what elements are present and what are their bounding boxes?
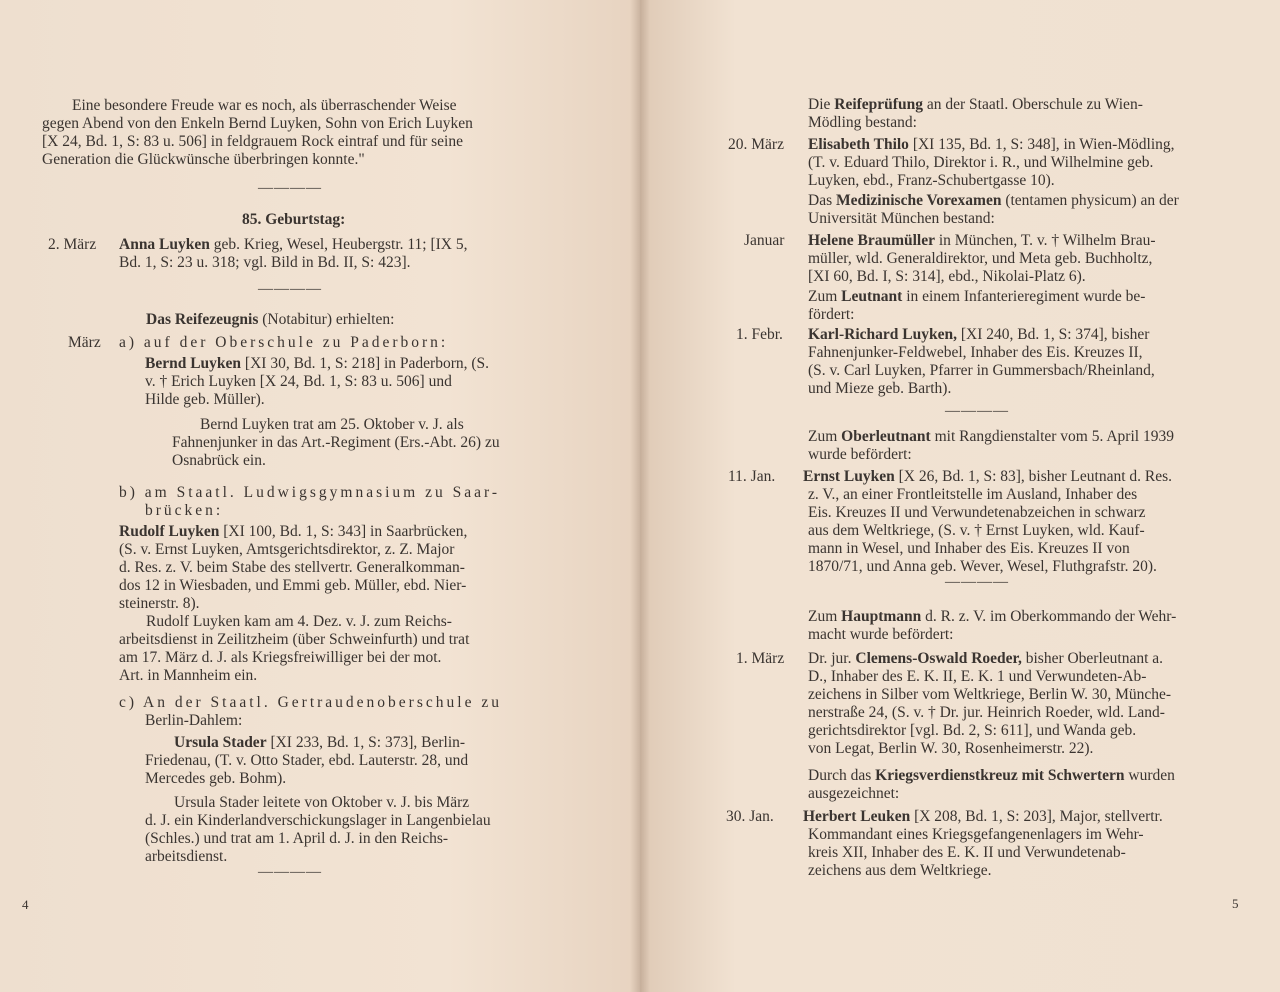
ernst-line: z. V., an einer Frontleitstelle im Ausland, Inhaber des [808, 486, 1138, 503]
leuken-name: Herbert Leuken [803, 808, 911, 825]
a-line: v. † Erich Luyken [X 24, Bd. 1, S: 83 u. 506] und [145, 373, 452, 390]
reife-heading [146, 311, 394, 329]
haupt-bold: Hauptmann [841, 608, 922, 625]
c-details: [XI 233, Bd. 1, S: 373], Berlin- [270, 734, 466, 751]
karl-line: (S. v. Carl Luyken, Pfarrer in Gummersbach/Rheinland, [808, 362, 1155, 379]
entry-a [145, 355, 489, 373]
leut-bold: Leutnant [841, 288, 903, 305]
leuken-line: zeichens aus dem Weltkriege. [808, 862, 992, 879]
b-line: d. Res. z. V. beim Stabe des stellvertr. Generalkomman- [119, 559, 465, 576]
haupt-line: macht wurde befördert: [808, 626, 954, 643]
b-note: Rudolf Luyken kam am 4. Dez. v. J. zum Reichs- [146, 613, 452, 630]
thilo-entry [808, 136, 1175, 154]
braum-line: müller, wld. Generaldirektor, und Meta geb. Buchholtz, [808, 250, 1153, 267]
birthday-entry [119, 236, 468, 254]
roeder-pre: Dr. jur. [808, 650, 852, 667]
roeder-line: zeichens in Silber vom Weltkriege, Berlin W. 30, Münche- [808, 686, 1172, 703]
leuken-entry [803, 808, 1163, 826]
b-line: steinerstr. 8). [119, 595, 200, 612]
birthday-heading: 85. Geburtstag: [242, 211, 346, 228]
wien-line: Mödling bestand: [808, 114, 917, 131]
c-line: Mercedes geb. Bohm). [145, 770, 287, 787]
karl-date: 1. Febr. [736, 326, 783, 343]
ernst-details: [X 26, Bd. 1, S: 83], bisher Leutnant d. Res. [898, 468, 1173, 485]
b-name: Rudolf Luyken [119, 523, 220, 540]
haupt-pre: Zum [808, 608, 838, 625]
leuken-details: [X 208, Bd. 1, S: 203], Major, stellvertr. [914, 808, 1163, 825]
ernst-entry [803, 468, 1172, 486]
reife-heading-bold: Das Reifezeugnis [146, 311, 259, 328]
braum-name: Helene Braumüller [808, 232, 935, 249]
a-note: Bernd Luyken trat am 25. Oktober v. J. als [200, 416, 464, 433]
a-details: [XI 30, Bd. 1, S: 218] in Paderborn, (S. [244, 355, 490, 372]
c-name: Ursula Stader [174, 734, 267, 751]
a-note: Fahnenjunker in das Art.-Regiment (Ers.-Abt. 26) zu [172, 434, 500, 451]
braum-entry [808, 232, 1156, 250]
leut-heading [808, 288, 1145, 306]
separator: ———— [258, 180, 322, 196]
c-note: d. J. ein Kinderlandverschickungslager in Langenbielau [145, 812, 491, 829]
c-line: Friedenau, (T. v. Otto Stader, ebd. Lauterstr. 28, und [145, 752, 469, 769]
haupt-heading [808, 608, 1176, 626]
birthday-name: Anna Luyken [119, 236, 210, 253]
ober-bold: Oberleutnant [841, 428, 931, 445]
separator: ———— [258, 864, 322, 880]
separator: ———— [945, 574, 1009, 590]
c-note: (Schles.) und trat am 1. April d. J. in den Reichs- [145, 830, 449, 847]
separator: ———— [258, 281, 322, 297]
section-b-label: brücken: [145, 502, 224, 519]
braum-details: in München, T. v. † Wilhelm Brau- [938, 232, 1156, 249]
intro-line: [X 24, Bd. 1, S: 83 u. 506] in feldgrauem Rock eintraf und für seine [42, 133, 463, 150]
birthday-line: Bd. 1, S: 23 u. 318; vgl. Bild in Bd. II, S: 423]. [119, 254, 411, 271]
wien-pre: Die [808, 96, 831, 113]
wien-bold: Reifeprüfung [834, 96, 923, 113]
ober-rest: mit Rangdienstalter vom 5. April 1939 [934, 428, 1174, 445]
kvk-line: ausgezeichnet: [808, 785, 900, 802]
roeder-line: D., Inhaber des E. K. II, E. K. 1 und Verwundeten-Ab- [808, 668, 1147, 685]
karl-line: und Mieze geb. Barth). [808, 380, 952, 397]
karl-entry [808, 326, 1149, 344]
a-note: Osnabrück ein. [172, 452, 266, 469]
reife-date: März [68, 334, 101, 351]
thilo-date: 20. März [728, 136, 784, 153]
haupt-rest: d. R. z. V. im Oberkommando der Wehr- [925, 608, 1177, 625]
section-c-label: c) An der Staatl. Gertraudenoberschule zu [119, 694, 502, 711]
b-note: am 17. März d. J. als Kriegsfreiwilliger bei der mot. [119, 649, 442, 666]
karl-details: [XI 240, Bd. 1, S: 374], bisher [960, 326, 1150, 343]
reife-heading-rest: (Notabitur) erhielten: [262, 311, 395, 328]
b-note: arbeitsdienst in Zeilitzheim (über Schweinfurth) und trat [119, 631, 470, 648]
ober-heading [808, 428, 1174, 446]
med-line: Universität München bestand: [808, 210, 995, 227]
ernst-line: 1870/71, und Anna geb. Wever, Wesel, Fluthgrafstr. 20). [808, 558, 1157, 575]
leut-rest: in einem Infanterieregiment wurde be- [906, 288, 1146, 305]
ernst-line: mann in Wesel, und Inhaber des Eis. Kreuzes II von [808, 540, 1130, 557]
intro-line: Eine besondere Freude war es noch, als überraschender Weise [72, 97, 457, 114]
birthday-date: 2. März [48, 236, 97, 253]
leuken-line: Kommandant eines Kriegsgefangenenlagers im Wehr- [808, 826, 1144, 843]
ernst-date: 11. Jan. [728, 468, 776, 485]
leuken-date: 30. Jan. [726, 808, 774, 825]
c-note: Ursula Stader leitete von Oktober v. J. bis März [174, 794, 470, 811]
roeder-line: gerichtsdirektor [vgl. Bd. 2, S: 611], und Wanda geb. [808, 722, 1137, 739]
kvk-rest: wurden [1128, 767, 1175, 784]
b-details: [XI 100, Bd. 1, S: 343] in Saarbrücken, [223, 523, 468, 540]
med-heading [808, 192, 1179, 210]
leut-line: fördert: [808, 306, 855, 323]
section-b-label: b) am Staatl. Ludwigsgymnasium zu Saar- [119, 484, 500, 501]
b-line: (S. v. Ernst Luyken, Amtsgerichtsdirektor, z. Z. Major [119, 541, 455, 558]
braum-line: [XI 60, Bd. I, S: 314], ebd., Nikolai-Platz 6). [808, 268, 1086, 285]
right-page [640, 0, 1280, 992]
roeder-details: bisher Oberleutnant a. [1025, 650, 1164, 667]
med-rest: (tentamen physicum) an der [1005, 192, 1179, 209]
braum-date: Januar [744, 232, 785, 249]
section-a-label: a) auf der Oberschule zu Paderborn: [119, 334, 449, 351]
ober-pre: Zum [808, 428, 838, 445]
wien-heading [808, 96, 1143, 114]
leut-pre: Zum [808, 288, 838, 305]
b-line: dos 12 in Wiesbaden, und Emmi geb. Müller, ebd. Nier- [119, 577, 467, 594]
roeder-name: Clemens-Oswald Roeder, [855, 650, 1022, 667]
section-c-label: Berlin-Dahlem: [145, 712, 243, 729]
kvk-heading [808, 767, 1175, 785]
karl-name: Karl-Richard Luyken, [808, 326, 957, 343]
entry-b [119, 523, 467, 541]
ernst-line: Eis. Kreuzes II und Verwundetenabzeichen in schwarz [808, 504, 1146, 521]
separator: ———— [945, 403, 1009, 419]
intro-line: Generation die Glückwünsche überbringen konnte." [42, 151, 365, 168]
ober-line: wurde befördert: [808, 446, 912, 463]
thilo-line: (T. v. Eduard Thilo, Direktor i. R., und Wilhelmine geb. [808, 154, 1154, 171]
ernst-line: aus dem Weltkriege, (S. v. † Ernst Luyken, wld. Kauf- [808, 522, 1145, 539]
entry-c [174, 734, 465, 752]
kvk-pre: Durch das [808, 767, 872, 784]
med-pre: Das [808, 192, 833, 209]
page-number-right: 5 [1232, 896, 1239, 911]
a-line: Hilde geb. Müller). [145, 391, 265, 408]
kvk-bold: Kriegsverdienstkreuz mit Schwertern [875, 767, 1125, 784]
thilo-details: [XI 135, Bd. 1, S: 348], in Wien-Mödling, [912, 136, 1175, 153]
roeder-date: 1. März [736, 650, 785, 667]
b-note: Art. in Mannheim ein. [119, 667, 258, 684]
birthday-details: geb. Krieg, Wesel, Heubergstr. 11; [IX 5, [213, 236, 468, 253]
wien-rest: an der Staatl. Oberschule zu Wien- [926, 96, 1143, 113]
med-bold: Medizinische Vorexamen [835, 192, 1002, 209]
karl-line: Fahnenjunker-Feldwebel, Inhaber des Eis. Kreuzes II, [808, 344, 1143, 361]
ernst-name: Ernst Luyken [803, 468, 895, 485]
thilo-name: Elisabeth Thilo [808, 136, 909, 153]
page-number-left: 4 [22, 897, 29, 912]
thilo-line: Luyken, ebd., Franz-Schubertgasse 10). [808, 172, 1055, 189]
leuken-line: kreis XII, Inhaber des E. K. II und Verwundetenab- [808, 844, 1126, 861]
a-name: Bernd Luyken [145, 355, 242, 372]
roeder-line: nerstraße 24, (S. v. † Dr. jur. Heinrich Roeder, wld. Land- [808, 704, 1165, 721]
book-gutter [630, 0, 650, 992]
roeder-entry [808, 650, 1163, 668]
roeder-line: von Legat, Berlin W. 30, Rosenheimerstr. 22). [808, 740, 1094, 757]
c-note: arbeitsdienst. [145, 848, 228, 865]
intro-line: gegen Abend von den Enkeln Bernd Luyken, Sohn von Erich Luyken [42, 115, 473, 132]
